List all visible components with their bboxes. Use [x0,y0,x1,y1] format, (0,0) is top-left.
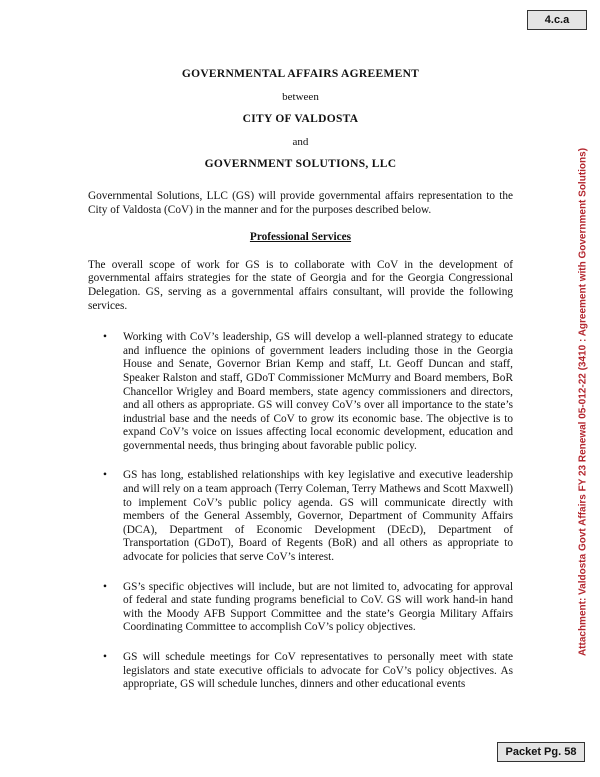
list-item-text: Working with CoV’s leadership, GS will develop a well-planned strategy to educate and influence the opinions of government leaders including those in the Georgia House and Senate, Governor Brian Kemp and staff, Lt. Geoff Duncan and staff, Speaker Ralston and staff, GDoT Commissioner McMurry and Board members, BoR Chancellor Wrigley and Board members, state agency commissioners and directors, and all others as appropriate. GS will convey CoV’s over all importance to the state’s industrial base and the needs of CoV to grow its economic base. The objective is to expand CoV’s voice on issues affecting local economic development, education and governmental needs, thus bringing about favorable public policy. [123,331,513,452]
list-item [88,469,513,564]
intro-paragraph: Governmental Solutions, LLC (GS) will provide governmental affairs representation to the City of Valdosta (CoV) in the manner and for the purposes described below. [88,189,513,216]
attachment-tag: 4.c.a [527,10,587,30]
title-between: between [282,90,319,103]
packet-page-tag: Packet Pg. 58 [497,742,585,762]
title-and: and [292,135,309,148]
document-body [88,68,513,692]
list-item-text: GS has long, established relationships with key legislative and executive leadership and will rely on a team approach (Terry Coleman, Terry Mathews and Scott Maxwell) to implement CoV’s public policy agenda. GS will communicate directly with members of the General Assembly, Governor, Department of Community Affairs (DCA), Department of Economic Development (DEcD), Department of Transportation (GDoT), Board of Regents (BoR) and all others as appropriate to advocate for policies that serve CoV’s interest. [123,469,513,564]
section-heading: Professional Services [249,231,352,244]
bullet-icon: • [103,469,107,482]
scope-paragraph: The overall scope of work for GS is to collaborate with CoV in the development of governmental affairs strategies for the state of Georgia and for the Georgia Congressional Delegation. GS, serving as a governmental affairs consultant, will provide the following services. [88,258,513,312]
list-item [88,331,513,453]
bullet-icon: • [103,580,107,593]
title-party-city: CITY OF VALDOSTA [242,113,359,126]
title-party-gs: GOVERNMENT SOLUTIONS, LLC [204,158,397,171]
services-list [88,331,513,692]
bullet-icon: • [103,651,107,663]
list-item [88,581,513,635]
doc-title: GOVERNMENTAL AFFAIRS AGREEMENT [181,68,420,80]
attachment-sidebar-label: Attachment: Valdosta Govt Affairs FY 23 Renewal 05-012-22 (3410 : Agreement with Government Solutions) [577,147,589,657]
list-item-text: GS will schedule meetings for CoV representatives to personally meet with state legislators and state executive officials to advocate for CoV’s policy objectives. As appropriate, GS will schedule lunches, dinners and other educational events [123,651,513,691]
list-item-text: GS’s specific objectives will include, but are not limited to, advocating for approval of federal and state funding programs beneficial to CoV. GS will work hand-in hand with the Moody AFB Support Committee and the state’s Georgia Military Affairs Coordinating Committee to accomplish CoV’s policy objectives. [123,580,513,634]
list-item [88,651,513,692]
bullet-icon: • [103,331,107,344]
